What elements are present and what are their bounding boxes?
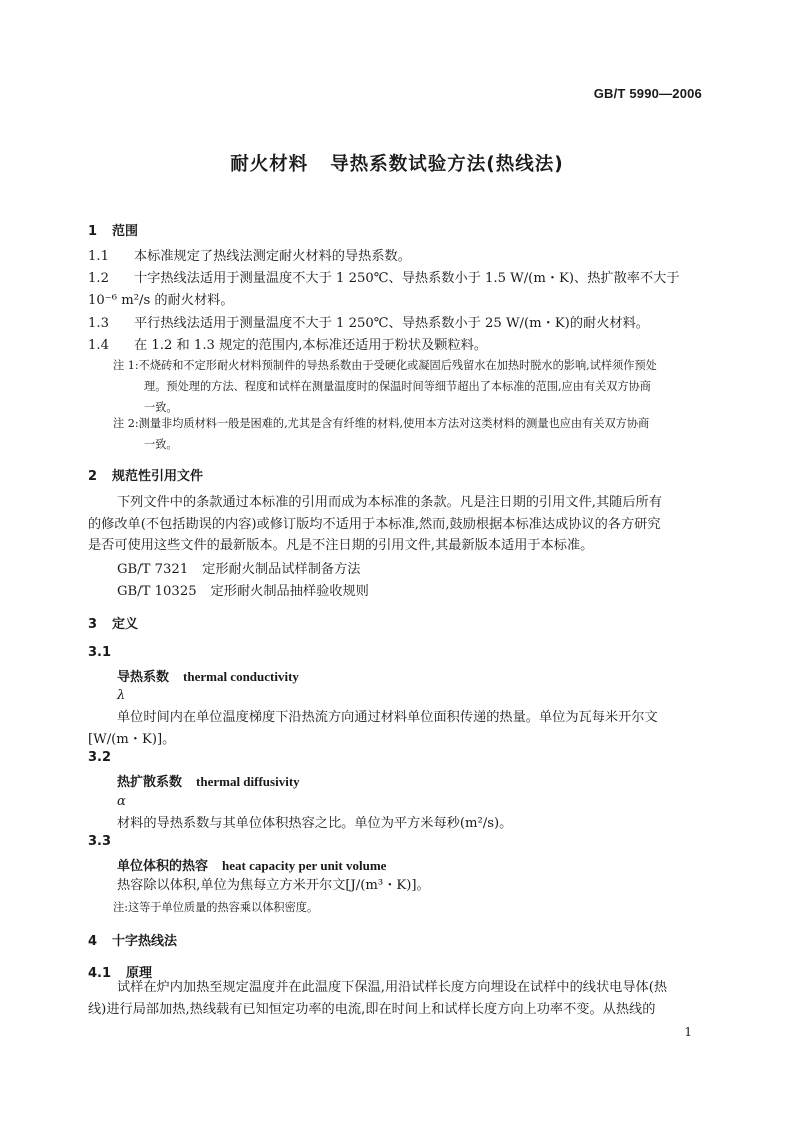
page-number: 1 <box>684 1025 692 1039</box>
reference-1: GB/T 7321 定形耐火制品试样制备方法 <box>117 562 361 577</box>
section-1-heading: 1 范围 <box>88 224 139 239</box>
symbol-lambda: λ <box>117 688 126 703</box>
title-part-2: 导热系数试验方法(热线法) <box>330 154 564 175</box>
definition-3-1: 单位时间内在单位温度梯度下沿热流方向通过材料单位面积传递的热量。单位为瓦每米开尔文 [W/(m・K)]。 <box>88 710 658 747</box>
clause-3-3-number: 3.3 <box>88 834 112 849</box>
document-title <box>0 150 794 176</box>
term-heat-capacity: 单位体积的热容 heat capacity per unit volume <box>117 858 387 874</box>
title-part-1: 耐火材料 <box>230 154 309 175</box>
note-2: 注 2:测量非均质材料一般是困难的,尤其是含有纤维的材料,使用本方法对这类材料的测量也应由有关双方协商 一致。 <box>113 417 650 451</box>
clause-4-1-paragraph: 试样在炉内加热至规定温度并在此温度下保温,用沿试样长度方向埋设在试样中的线状电导体(热 线)进行局部加热,热线载有已知恒定功率的电流,即在时间上和试样长度方向上功率不变。从热线的 <box>88 980 668 1017</box>
clause-4-1-heading: 4.1 原理 <box>88 966 153 981</box>
clause-1-2: 1.2 十字热线法适用于测量温度不大于 1 250℃、导热系数小于 1.5 W/(m・K)、热扩散率不大于 10⁻⁶ m²/s 的耐火材料。 <box>88 271 680 308</box>
section-2-paragraph: 下列文件中的条款通过本标准的引用而成为本标准的条款。凡是注日期的引用文件,其随后所有 的修改单(不包括勘误的内容)或修订版均不适用于本标准,然而,鼓励根据本标准达成协议的各方研究 是否可使用这些文件的最新版本。凡是不注日期的引用文件,其最新版本适用于本标准。 <box>88 495 662 553</box>
standard-code: GB/T 5990—2006 <box>593 86 702 101</box>
clause-3-1-number: 3.1 <box>88 645 112 660</box>
clause-1-3: 1.3 平行热线法适用于测量温度不大于 1 250℃、导热系数小于 25 W/(m・K)的耐火材料。 <box>88 316 649 331</box>
note-3-3: 注:这等于单位质量的热容乘以体积密度。 <box>113 901 319 914</box>
term-thermal-diffusivity: 热扩散系数 thermal diffusivity <box>117 774 300 790</box>
clause-1-4: 1.4 在 1.2 和 1.3 规定的范围内,本标准还适用于粉状及颗粒料。 <box>88 338 488 353</box>
clause-1-1: 1.1 本标准规定了热线法测定耐火材料的导热系数。 <box>88 249 411 264</box>
symbol-alpha: α <box>117 794 126 809</box>
definition-3-3: 热容除以体积,单位为焦每立方米开尔文[J/(m³・K)]。 <box>117 878 430 893</box>
section-4-heading: 4 十字热线法 <box>88 934 178 949</box>
section-3-heading: 3 定义 <box>88 617 139 632</box>
section-2-heading: 2 规范性引用文件 <box>88 469 204 484</box>
clause-3-2-number: 3.2 <box>88 750 112 765</box>
definition-3-2: 材料的导热系数与其单位体积热容之比。单位为平方米每秒(m²/s)。 <box>117 816 513 831</box>
reference-2: GB/T 10325 定形耐火制品抽样验收规则 <box>117 584 369 599</box>
term-thermal-conductivity: 导热系数 thermal conductivity <box>117 669 299 685</box>
note-1: 注 1:不烧砖和不定形耐火材料预制件的导热系数由于受硬化或凝固后残留水在加热时脱水的影响,试样须作预处 理。预处理的方法、程度和试样在测量温度时的保温时间等细节超出了本标准的范围,应由有关双方协商 一致。 <box>113 359 657 414</box>
